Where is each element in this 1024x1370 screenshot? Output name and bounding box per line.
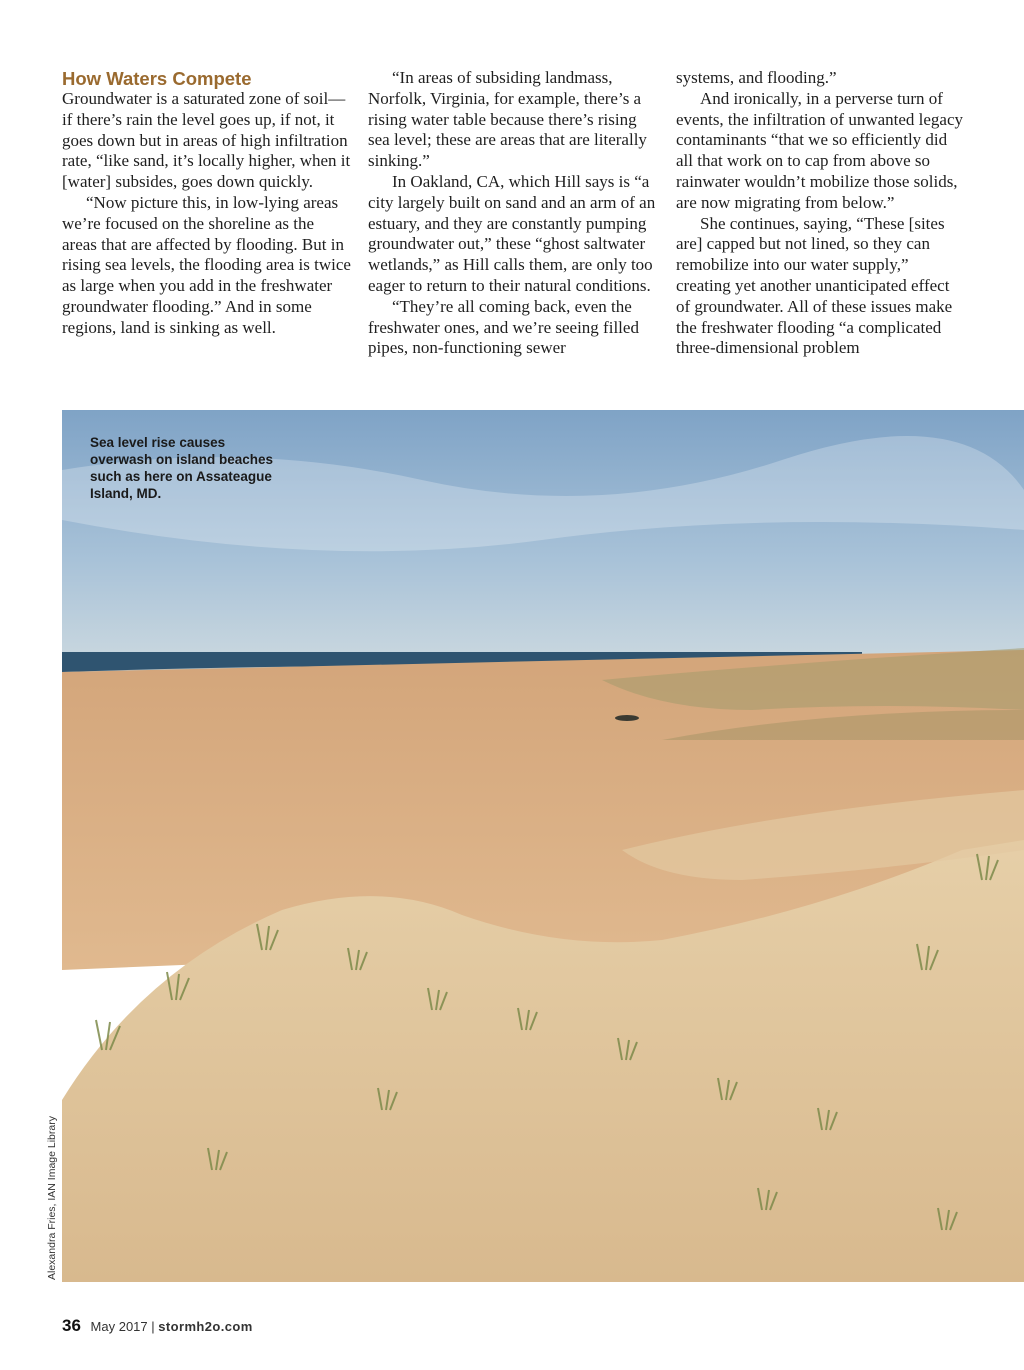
- paragraph: In Oakland, CA, which Hill says is “a city largely built on sand and an arm of an estuary, and they are constantly pumping groundwater out,” these “ghost saltwater wetlands,” as Hill calls them, are only too eager to return to their natural conditions.: [368, 171, 656, 295]
- photo-credit: Alexandra Fries, IAN Image Library: [46, 1116, 58, 1280]
- footer-separator: |: [151, 1319, 155, 1334]
- section-heading: How Waters Compete: [62, 68, 252, 89]
- article-column-2: [368, 68, 658, 359]
- page-number: 36: [62, 1316, 81, 1335]
- paragraph: And ironically, in a perverse turn of events, the infiltration of unwanted legacy contaminants “that we so efficiently did all that work on to cap from above so rainwater wouldn’t mobilize those solids, are now migrating from below.”: [676, 88, 964, 212]
- paragraph: “In areas of subsiding landmass, Norfolk, Virginia, for example, there’s a rising water table because there’s rising sea level; these are areas that are literally sinking.”: [368, 68, 647, 171]
- paragraph: She continues, saying, “These [sites are] capped but not lined, so they can remobilize into our water supply,” creating yet another unanticipated effect of groundwater. All of these issues make the freshwater flooding “a complicated three-dimensional problem: [676, 213, 953, 358]
- article-column-3: [676, 68, 966, 359]
- issue-date: May 2017: [90, 1319, 148, 1334]
- paragraph: “They’re all coming back, even the freshwater ones, and we’re seeing filled pipes, non-functioning sewer: [368, 296, 639, 358]
- driftwood: [615, 715, 639, 721]
- paragraph: Groundwater is a saturated zone of soil—if there’s rain the level goes up, if not, it goes down but in areas of high infiltration rate, “like sand, it’s locally higher, when it [water] subsides, goes down quickly.: [62, 89, 351, 192]
- paragraph: systems, and flooding.”: [676, 68, 837, 87]
- paragraph: “Now picture this, in low-lying areas we’re focused on the shoreline as the areas that are affected by flooding. But in rising sea levels, the flooding area is twice as large when you add in the freshwater groundwater flooding.” And in some regions, land is sinking as well.: [62, 192, 351, 337]
- article-column-1: [62, 68, 352, 339]
- site-name: stormh2o.com: [158, 1319, 253, 1334]
- beach-photo: [62, 410, 1024, 1282]
- beach-photo-illustration: [62, 410, 1024, 1282]
- photo-caption: Sea level rise causes overwash on island beaches such as here on Assateague Island, MD.: [90, 435, 274, 501]
- page-footer: [62, 1316, 253, 1336]
